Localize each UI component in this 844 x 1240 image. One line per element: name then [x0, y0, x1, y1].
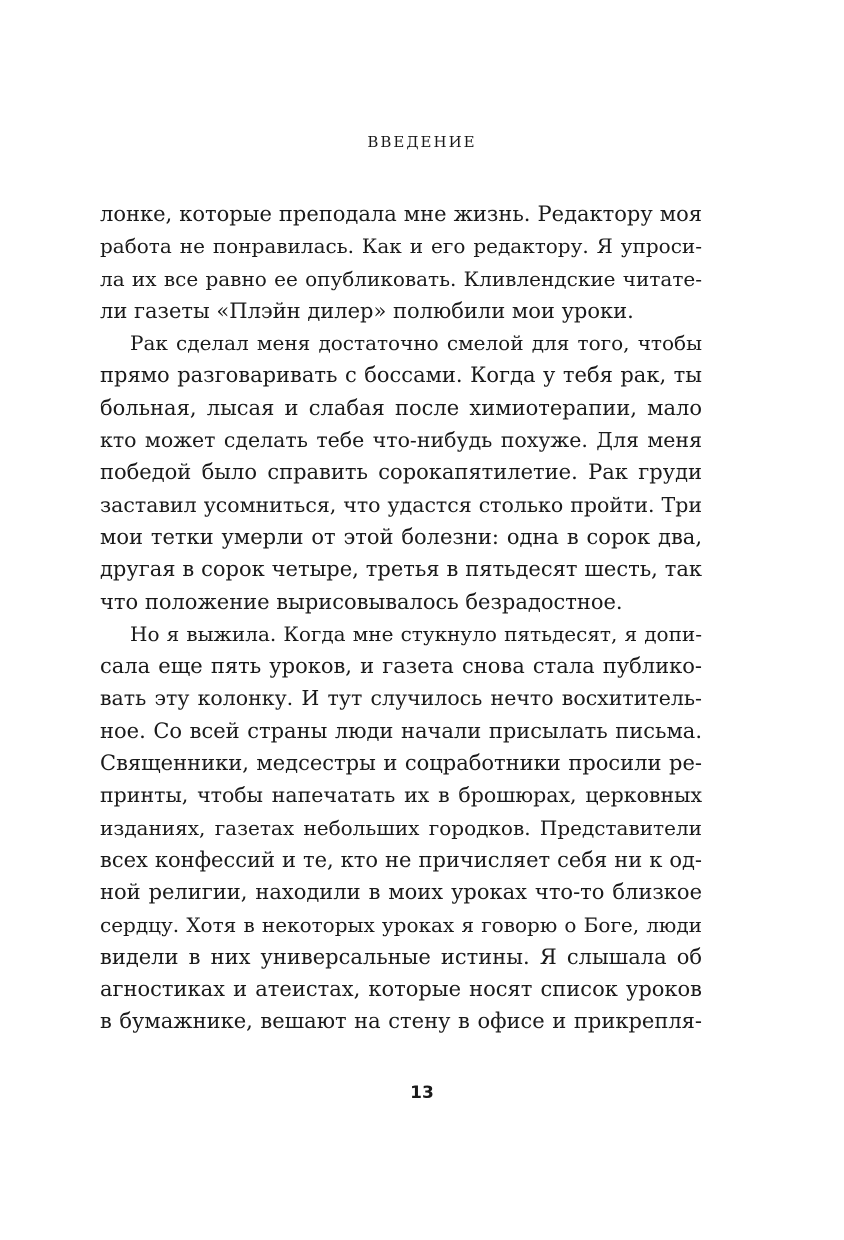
text-line: Но я выжила. Когда мне стукнуло пятьдесят, я допи- [130, 621, 702, 646]
text-line: всех конфессий и те, кто не причисляет себя ни к од- [100, 847, 702, 872]
text-line: видели в них универсальные истины. Я слышала об [100, 944, 702, 969]
text-line: заставил усомниться, что удастся столько пройти. Три [100, 492, 702, 517]
text-line: Священники, медсестры и соцработники просили ре- [100, 751, 702, 776]
text-line: сала еще пять уроков, и газета снова стала публико- [100, 654, 702, 679]
text-line: победой было справить сорокапятилетие. Рак груди [100, 460, 702, 485]
text-line: изданиях, газетах небольших городков. Представители [100, 815, 702, 840]
text-line: агностиках и атеистах, которые носят список уроков [100, 977, 702, 1002]
text-line: в бумажнике, вешают на стену в офисе и прикрепля- [100, 1009, 702, 1034]
body-text [100, 198, 702, 1038]
text-line: мои тетки умерли от этой болезни: одна в сорок два, [100, 524, 702, 549]
text-line: ли газеты «Плэйн дилер» полюбили мои уроки. [100, 298, 634, 323]
text-line: ла их все равно ее опубликовать. Кливлендские читате- [100, 266, 702, 291]
text-line: больная, лысая и слабая после химиотерапии, мало [100, 395, 702, 420]
paragraph-2 [100, 327, 702, 618]
text-line: принты, чтобы напечатать их в брошюрах, церковных [100, 783, 702, 808]
text-line: вать эту колонку. И тут случилось нечто восхититель- [100, 686, 702, 711]
text-line: что положение вырисовывалось безрадостное. [100, 589, 623, 614]
text-line: сердцу. Хотя в некоторых уроках я говорю о Боге, люди [100, 912, 702, 937]
running-head: ВВЕДЕНИЕ [367, 133, 477, 151]
text-line: прямо разговаривать с боссами. Когда у тебя рак, ты [100, 363, 702, 388]
paragraph-1 [100, 198, 702, 327]
text-line: ное. Со всей страны люди начали присылать письма. [100, 718, 702, 743]
text-line: работа не понравилась. Как и его редактору. Я упроси- [100, 234, 702, 259]
page-number: 13 [410, 1083, 434, 1103]
text-line: лонке, которые преподала мне жизнь. Редактору моя [100, 202, 702, 226]
paragraph-3 [100, 618, 702, 1038]
text-line: Рак сделал меня достаточно смелой для того, чтобы [130, 331, 702, 356]
text-line: другая в сорок четыре, третья в пятьдесят шесть, так [100, 557, 702, 582]
text-line: кто может сделать тебе что-нибудь похуже. Для меня [100, 428, 702, 453]
text-line: ной религии, находили в моих уроках что-то близкое [100, 880, 702, 905]
